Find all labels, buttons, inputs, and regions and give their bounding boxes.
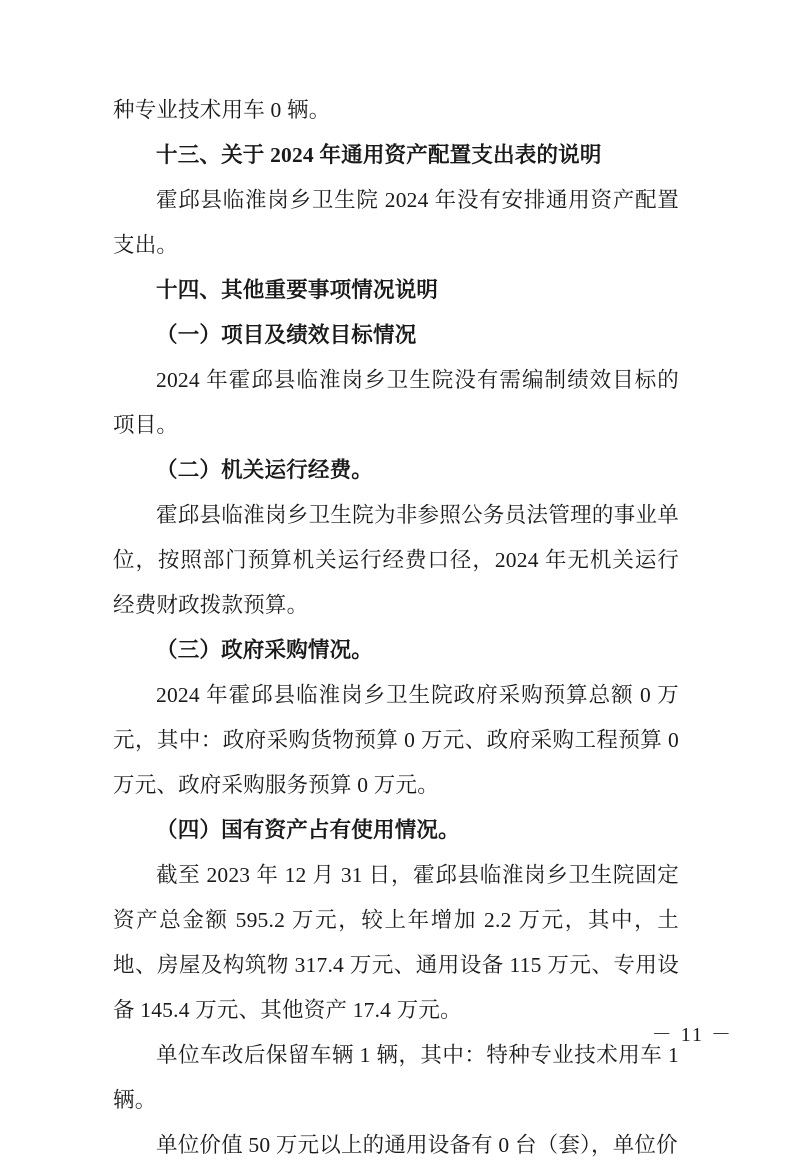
page-number xyxy=(0,1018,793,1047)
paragraph: 2024 年霍邱县临淮岗乡卫生院没有需编制绩效目标的项目。 xyxy=(113,368,679,437)
paragraph: 单位价值 50 万元以上的通用设备有 0 台（套），单位价 xyxy=(156,1133,678,1157)
paragraph: 截至 2023 年 12 月 31 日，霍邱县临淮岗乡卫生院固定资产总金额 595.2 万元，较上年增加 2.2 万元，其中，土地、房屋及构筑物 317.4 万元、通用设备 115 万元、专用设备 145.4 万元、其他资产 17.4 万元。 xyxy=(113,863,679,1022)
paragraph: 单位车改后保留车辆 1 辆，其中：特种专业技术用车 1 辆。 xyxy=(113,1043,679,1112)
paragraph: 2024 年霍邱县临淮岗乡卫生院政府采购预算总额 0 万元，其中：政府采购货物预算 0 万元、政府采购工程预算 0 万元、政府采购服务预算 0 万元。 xyxy=(113,683,679,797)
paragraph: 霍邱县临淮岗乡卫生院 2024 年没有安排通用资产配置支出。 xyxy=(113,188,679,257)
subsection-heading-1: （一）项目及绩效目标情况 xyxy=(156,323,417,347)
subsection-heading-2: （二）机关运行经费。 xyxy=(156,458,374,482)
document-body xyxy=(113,88,679,1168)
section-heading-13: 十三、关于 2024 年通用资产配置支出表的说明 xyxy=(156,143,602,167)
subsection-heading-3: （三）政府采购情况。 xyxy=(156,638,374,662)
subsection-heading-4: （四）国有资产占有使用情况。 xyxy=(156,818,460,842)
paragraph: 种专业技术用车 0 辆。 xyxy=(113,98,331,122)
paragraph: 霍邱县临淮岗乡卫生院为非参照公务员法管理的事业单位，按照部门预算机关运行经费口径，2024 年无机关运行经费财政拨款预算。 xyxy=(113,503,679,617)
section-heading-14: 十四、其他重要事项情况说明 xyxy=(156,278,439,302)
page-number-text: － 11 － xyxy=(651,1024,733,1046)
